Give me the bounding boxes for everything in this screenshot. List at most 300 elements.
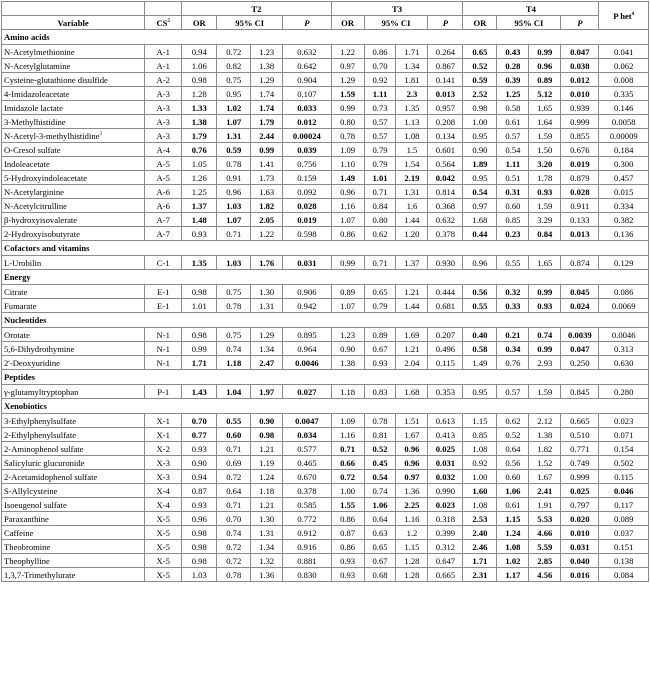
section-header-row [2, 313, 649, 328]
variable-cell: 1,3,7-Trimethylurate [2, 568, 145, 582]
t4-ci-high-cell: 1.59 [529, 385, 561, 399]
t4-p-cell: 0.019 [561, 157, 599, 171]
table-row [2, 526, 649, 540]
t2-or-cell: 0.98 [182, 285, 217, 299]
t4-ci-low-cell: 0.54 [497, 143, 529, 157]
t4-ci-high-cell: 1.50 [529, 143, 561, 157]
t4-or-cell: 1.00 [463, 115, 497, 129]
t3-p-cell: 0.399 [428, 526, 463, 540]
t4-ci-high-cell: 4.66 [529, 526, 561, 540]
t3-ci-low-cell: 0.54 [364, 470, 396, 484]
t4-ci-high-cell: 1.38 [529, 428, 561, 442]
t4-ci-low-cell: 1.02 [497, 554, 529, 568]
t3-or-cell: 1.16 [331, 199, 364, 213]
t4-or-cell: 0.95 [463, 171, 497, 185]
cs-cell: P-1 [145, 385, 182, 399]
variable-cell: Citrate [2, 285, 145, 299]
t2-or-cell: 0.76 [182, 143, 217, 157]
t2-or-cell: 1.01 [182, 299, 217, 313]
t4-ci-low-cell: 0.55 [497, 256, 529, 270]
t2-p-cell: 0.772 [283, 512, 331, 526]
variable-cell: N-Acetylarginine [2, 185, 145, 199]
t2-p-cell: 0.964 [283, 342, 331, 356]
t3-ci-low-cell: 0.86 [364, 45, 396, 59]
t3-p-cell: 0.134 [428, 129, 463, 143]
t4-ci-high-cell: 3.29 [529, 213, 561, 227]
t4-ci-low-cell: 0.58 [497, 101, 529, 115]
t3-p-cell: 0.115 [428, 356, 463, 370]
t3-or-cell: 0.86 [331, 227, 364, 241]
t4-or-cell: 2.52 [463, 87, 497, 101]
t2-p-cell: 0.904 [283, 73, 331, 87]
t2-or-cell: 1.33 [182, 101, 217, 115]
t3-ci-low-cell: 0.81 [364, 428, 396, 442]
t2-p-cell: 0.028 [283, 199, 331, 213]
t4-p-cell: 0.749 [561, 456, 599, 470]
section-header-row [2, 399, 649, 414]
t2-p-cell: 0.912 [283, 526, 331, 540]
p-het-cell: 0.129 [599, 256, 649, 270]
table-row [2, 456, 649, 470]
table-row [2, 101, 649, 115]
t4-ci-low-cell: 1.17 [497, 568, 529, 582]
t2-p-cell: 0.033 [283, 101, 331, 115]
t4-p-cell: 0.013 [561, 227, 599, 241]
t2-ci-low-cell: 0.75 [217, 328, 251, 342]
t4-p-cell: 0.040 [561, 554, 599, 568]
t3-p-cell: 0.023 [428, 498, 463, 512]
t3-ci-high-cell: 2.04 [396, 356, 428, 370]
p-het-cell: 0.0069 [599, 299, 649, 313]
t4-or-cell: 0.98 [463, 101, 497, 115]
cs-cell: A-6 [145, 199, 182, 213]
variable-cell: γ-glutamyltryptophan [2, 385, 145, 399]
variable-cell: Imidazole lactate [2, 101, 145, 115]
t2-ci-high-cell: 0.99 [251, 143, 283, 157]
section-title: Xenobiotics [2, 399, 649, 414]
table-row [2, 342, 649, 356]
t2-or-cell: 0.87 [182, 484, 217, 498]
t2-p-cell: 0.027 [283, 385, 331, 399]
cs-cell: A-1 [145, 59, 182, 73]
cs-cell: A-7 [145, 227, 182, 241]
variable-cell: Paraxanthine [2, 512, 145, 526]
t4-ci-high-cell: 4.56 [529, 568, 561, 582]
p-het-cell: 0.089 [599, 512, 649, 526]
t4-p-cell: 0.016 [561, 568, 599, 582]
t2-ci-low-cell: 0.55 [217, 414, 251, 428]
t4-p-cell: 0.250 [561, 356, 599, 370]
t3-or-cell: 0.86 [331, 512, 364, 526]
t4-p-cell: 0.031 [561, 540, 599, 554]
t3-p-cell: 0.867 [428, 59, 463, 73]
t3-ci-high-cell: 1.67 [396, 428, 428, 442]
t3-p-cell: 0.601 [428, 143, 463, 157]
results-table [1, 1, 649, 582]
t4-p-cell: 0.999 [561, 470, 599, 484]
t3-or-cell: 1.16 [331, 428, 364, 442]
t2-ci-high-cell: 1.21 [251, 498, 283, 512]
t2-p-cell: 0.031 [283, 256, 331, 270]
t2-ci-high-cell: 1.79 [251, 115, 283, 129]
t4-or-cell: 0.55 [463, 299, 497, 313]
t3-ci-low-cell: 0.79 [364, 157, 396, 171]
variable-cell: β-hydroxyisovalerate [2, 213, 145, 227]
t4-p-cell: 0.133 [561, 213, 599, 227]
t2-ci-high-cell: 1.41 [251, 157, 283, 171]
t3-p-cell: 0.990 [428, 484, 463, 498]
t2-or-cell: 0.98 [182, 73, 217, 87]
t4-ci-low-cell: 0.51 [497, 171, 529, 185]
t3-ci-high-cell: 0.96 [396, 442, 428, 456]
t4-or-cell: 0.90 [463, 143, 497, 157]
t4-p-cell: 0.911 [561, 199, 599, 213]
t2-or-cell: 0.93 [182, 442, 217, 456]
p-het-cell: 0.023 [599, 414, 649, 428]
t3-ci-low-cell: 0.79 [364, 299, 396, 313]
t2-ci-high-cell: 1.23 [251, 45, 283, 59]
t3-or-cell: 0.99 [331, 101, 364, 115]
t2-p-cell: 0.039 [283, 143, 331, 157]
t3-or-cell: 0.80 [331, 115, 364, 129]
t2-ci-high-cell: 1.19 [251, 456, 283, 470]
variable-cell: Theobromine [2, 540, 145, 554]
t3-ci-low-cell: 0.67 [364, 342, 396, 356]
variable-cell: N-Acetylglutamine [2, 59, 145, 73]
cs-cell: A-5 [145, 171, 182, 185]
t3-ci-high-cell: 1.69 [396, 328, 428, 342]
t2-ci-low-cell: 1.07 [217, 115, 251, 129]
t4-or-cell: 0.85 [463, 428, 497, 442]
header-group-t4: T4 [463, 2, 599, 16]
t2-ci-high-cell: 1.29 [251, 328, 283, 342]
t4-ci-low-cell: 0.61 [497, 498, 529, 512]
t3-or-cell: 0.78 [331, 129, 364, 143]
t2-p-cell: 0.0046 [283, 356, 331, 370]
t3-p-cell: 0.318 [428, 512, 463, 526]
cs-cell: N-1 [145, 342, 182, 356]
t2-ci-low-cell: 1.07 [217, 213, 251, 227]
t4-p-cell: 0.010 [561, 526, 599, 540]
variable-cell: Indoleacetate [2, 157, 145, 171]
header-blank-cs [145, 2, 182, 16]
t2-ci-high-cell: 1.30 [251, 512, 283, 526]
t4-ci-low-cell: 0.32 [497, 285, 529, 299]
p-het-cell: 0.280 [599, 385, 649, 399]
table-row [2, 157, 649, 171]
table-row [2, 45, 649, 59]
t2-p-cell: 0.012 [283, 115, 331, 129]
t4-ci-low-cell: 0.52 [497, 428, 529, 442]
t4-ci-high-cell: 0.99 [529, 342, 561, 356]
table-row [2, 484, 649, 498]
t3-or-cell: 0.72 [331, 470, 364, 484]
t3-p-cell: 0.681 [428, 299, 463, 313]
table-row [2, 227, 649, 241]
t3-p-cell: 0.413 [428, 428, 463, 442]
t4-ci-low-cell: 0.57 [497, 385, 529, 399]
table-row [2, 199, 649, 213]
t3-p-cell: 0.032 [428, 470, 463, 484]
t3-or-cell: 0.87 [331, 526, 364, 540]
t3-ci-low-cell: 0.57 [364, 129, 396, 143]
t2-or-cell: 1.26 [182, 171, 217, 185]
t3-or-cell: 1.18 [331, 385, 364, 399]
t2-or-cell: 0.94 [182, 470, 217, 484]
t3-ci-high-cell: 1.28 [396, 568, 428, 582]
header-variable: Variable [2, 16, 145, 30]
variable-cell: Caffeine [2, 526, 145, 540]
t3-p-cell: 0.207 [428, 328, 463, 342]
header-blank-variable [2, 2, 145, 16]
t3-ci-low-cell: 0.80 [364, 213, 396, 227]
t3-p-cell: 0.496 [428, 342, 463, 356]
p-het-cell: 0.015 [599, 185, 649, 199]
t4-or-cell: 0.59 [463, 73, 497, 87]
cs-cell: X-4 [145, 484, 182, 498]
variable-cell: 2-Aminophenol sulfate [2, 442, 145, 456]
t3-p-cell: 0.353 [428, 385, 463, 399]
cs-cell: X-1 [145, 428, 182, 442]
cs-cell: A-3 [145, 87, 182, 101]
table-row [2, 470, 649, 484]
t4-or-cell: 0.97 [463, 199, 497, 213]
t2-ci-low-cell: 0.71 [217, 442, 251, 456]
t3-ci-low-cell: 0.71 [364, 185, 396, 199]
t4-or-cell: 1.00 [463, 470, 497, 484]
p-het-cell: 0.008 [599, 73, 649, 87]
t2-ci-high-cell: 1.24 [251, 470, 283, 484]
t3-ci-high-cell: 1.2 [396, 526, 428, 540]
t3-ci-high-cell: 0.96 [396, 456, 428, 470]
header-group-t3: T3 [331, 2, 463, 16]
t4-ci-high-cell: 1.82 [529, 442, 561, 456]
t4-ci-high-cell: 5.53 [529, 512, 561, 526]
t3-or-cell: 1.38 [331, 356, 364, 370]
t2-or-cell: 1.25 [182, 185, 217, 199]
t3-or-cell: 0.97 [331, 59, 364, 73]
t4-or-cell: 2.53 [463, 512, 497, 526]
cs-cell: X-3 [145, 456, 182, 470]
t2-ci-low-cell: 0.75 [217, 285, 251, 299]
table-row [2, 498, 649, 512]
t4-or-cell: 1.49 [463, 356, 497, 370]
cs-cell: C-1 [145, 256, 182, 270]
table-row [2, 256, 649, 270]
t2-ci-low-cell: 0.96 [217, 185, 251, 199]
t4-ci-low-cell: 1.24 [497, 526, 529, 540]
t3-or-cell: 0.93 [331, 568, 364, 582]
t2-p-cell: 0.092 [283, 185, 331, 199]
table-row [2, 414, 649, 428]
header-row-columns [2, 16, 649, 30]
t4-ci-high-cell: 0.93 [529, 299, 561, 313]
cs-cell: X-5 [145, 554, 182, 568]
header-p-het: P het$^4$ [599, 2, 649, 30]
table-row [2, 554, 649, 568]
t3-or-cell: 0.90 [331, 342, 364, 356]
cs-cell: A-7 [145, 213, 182, 227]
t3-or-cell: 0.89 [331, 285, 364, 299]
t2-ci-low-cell: 0.74 [217, 342, 251, 356]
t2-p-cell: 0.0047 [283, 414, 331, 428]
cs-cell: X-4 [145, 498, 182, 512]
t4-p-cell: 0.939 [561, 101, 599, 115]
p-het-cell: 0.037 [599, 526, 649, 540]
t3-ci-low-cell: 1.01 [364, 171, 396, 185]
t4-ci-high-cell: 2.93 [529, 356, 561, 370]
t4-p-cell: 0.024 [561, 299, 599, 313]
t3-ci-high-cell: 1.08 [396, 129, 428, 143]
t4-p-cell: 0.665 [561, 414, 599, 428]
t4-or-cell: 0.92 [463, 456, 497, 470]
t4-ci-high-cell: 0.89 [529, 73, 561, 87]
t4-ci-high-cell: 1.65 [529, 101, 561, 115]
header-t2-or: OR [182, 16, 217, 30]
t3-ci-high-cell: 1.16 [396, 512, 428, 526]
t3-ci-low-cell: 0.68 [364, 568, 396, 582]
t2-or-cell: 1.71 [182, 356, 217, 370]
t2-or-cell: 0.93 [182, 227, 217, 241]
p-het-cell: 0.151 [599, 540, 649, 554]
t3-ci-high-cell: 1.44 [396, 299, 428, 313]
t2-or-cell: 1.48 [182, 213, 217, 227]
cs-cell: X-1 [145, 414, 182, 428]
t2-ci-high-cell: 1.74 [251, 87, 283, 101]
variable-cell: Cysteine-glutathione disulfide [2, 73, 145, 87]
t4-ci-high-cell: 1.78 [529, 171, 561, 185]
t2-or-cell: 0.77 [182, 428, 217, 442]
t3-ci-low-cell: 0.78 [364, 414, 396, 428]
variable-cell: Orotate [2, 328, 145, 342]
t3-ci-low-cell: 0.63 [364, 526, 396, 540]
t4-p-cell: 0.038 [561, 59, 599, 73]
cs-cell: N-1 [145, 356, 182, 370]
t2-ci-high-cell: 1.31 [251, 299, 283, 313]
cs-cell: E-1 [145, 285, 182, 299]
t2-p-cell: 0.034 [283, 428, 331, 442]
t4-ci-low-cell: 0.57 [497, 129, 529, 143]
t3-or-cell: 1.00 [331, 484, 364, 498]
t2-p-cell: 0.942 [283, 299, 331, 313]
section-header-row [2, 30, 649, 45]
t2-or-cell: 0.70 [182, 414, 217, 428]
t3-or-cell: 1.07 [331, 213, 364, 227]
t3-ci-low-cell: 0.73 [364, 101, 396, 115]
t2-or-cell: 1.37 [182, 199, 217, 213]
t2-ci-high-cell: 1.34 [251, 342, 283, 356]
p-het-cell: 0.084 [599, 568, 649, 582]
p-het-cell: 0.086 [599, 285, 649, 299]
t4-ci-high-cell: 0.99 [529, 285, 561, 299]
t2-or-cell: 1.35 [182, 256, 217, 270]
header-t2-ci: 95% CI [217, 16, 283, 30]
t4-ci-high-cell: 1.67 [529, 470, 561, 484]
section-header-row [2, 241, 649, 256]
t3-p-cell: 0.013 [428, 87, 463, 101]
t2-ci-low-cell: 0.59 [217, 143, 251, 157]
header-group-t2: T2 [182, 2, 331, 16]
t4-p-cell: 0.797 [561, 498, 599, 512]
t3-or-cell: 1.22 [331, 45, 364, 59]
t3-ci-high-cell: 1.21 [396, 342, 428, 356]
t4-or-cell: 1.68 [463, 213, 497, 227]
t3-or-cell: 0.66 [331, 456, 364, 470]
t4-or-cell: 1.08 [463, 442, 497, 456]
p-het-cell: 0.071 [599, 428, 649, 442]
t2-p-cell: 0.159 [283, 171, 331, 185]
t2-or-cell: 1.43 [182, 385, 217, 399]
p-het-cell: 0.115 [599, 470, 649, 484]
p-het-cell: 0.062 [599, 59, 649, 73]
t3-p-cell: 0.814 [428, 185, 463, 199]
section-title: Energy [2, 270, 649, 285]
t2-ci-low-cell: 0.60 [217, 428, 251, 442]
variable-cell: 5-Hydroxyindoleacetate [2, 171, 145, 185]
t4-ci-low-cell: 0.61 [497, 115, 529, 129]
table-row [2, 143, 649, 157]
t2-ci-low-cell: 1.02 [217, 101, 251, 115]
t2-ci-high-cell: 1.32 [251, 554, 283, 568]
t4-p-cell: 0.0039 [561, 328, 599, 342]
p-het-cell: 0.334 [599, 199, 649, 213]
t2-ci-high-cell: 1.73 [251, 171, 283, 185]
cs-cell: X-5 [145, 526, 182, 540]
t4-p-cell: 0.845 [561, 385, 599, 399]
t4-p-cell: 0.045 [561, 285, 599, 299]
p-het-cell: 0.300 [599, 157, 649, 171]
t2-p-cell: 0.577 [283, 442, 331, 456]
section-title: Cofactors and vitamins [2, 241, 649, 256]
variable-cell: 2'-Deoxyuridine [2, 356, 145, 370]
t4-p-cell: 0.025 [561, 484, 599, 498]
t2-p-cell: 0.019 [283, 213, 331, 227]
t3-ci-high-cell: 1.5 [396, 143, 428, 157]
t4-ci-low-cell: 0.56 [497, 456, 529, 470]
t3-ci-low-cell: 0.79 [364, 143, 396, 157]
t3-ci-low-cell: 0.45 [364, 456, 396, 470]
table-row [2, 385, 649, 399]
cs-cell: A-3 [145, 129, 182, 143]
t3-p-cell: 0.444 [428, 285, 463, 299]
t3-or-cell: 0.99 [331, 256, 364, 270]
table-row [2, 299, 649, 313]
header-cs: $CS^5$ [145, 16, 182, 30]
header-t4-or: OR [463, 16, 497, 30]
variable-cell: O-Cresol sulfate [2, 143, 145, 157]
t3-ci-high-cell: 1.71 [396, 45, 428, 59]
t2-ci-low-cell: 0.64 [217, 484, 251, 498]
t2-ci-low-cell: 0.78 [217, 299, 251, 313]
t4-ci-high-cell: 2.12 [529, 414, 561, 428]
cs-cell: X-5 [145, 540, 182, 554]
t2-ci-low-cell: 1.18 [217, 356, 251, 370]
t3-or-cell: 1.07 [331, 299, 364, 313]
table-row [2, 328, 649, 342]
variable-cell: Isoeugenol sulfate [2, 498, 145, 512]
t4-p-cell: 0.510 [561, 428, 599, 442]
t4-or-cell: 0.58 [463, 342, 497, 356]
t3-ci-high-cell: 2.19 [396, 171, 428, 185]
t3-ci-low-cell: 0.74 [364, 484, 396, 498]
t3-ci-high-cell: 1.44 [396, 213, 428, 227]
variable-cell: 2-Hydroxyisobutyrate [2, 227, 145, 241]
t4-or-cell: 1.08 [463, 498, 497, 512]
header-t2-p: P [283, 16, 331, 30]
t2-or-cell: 0.99 [182, 342, 217, 356]
t4-ci-high-cell: 1.59 [529, 129, 561, 143]
t2-or-cell: 0.90 [182, 456, 217, 470]
